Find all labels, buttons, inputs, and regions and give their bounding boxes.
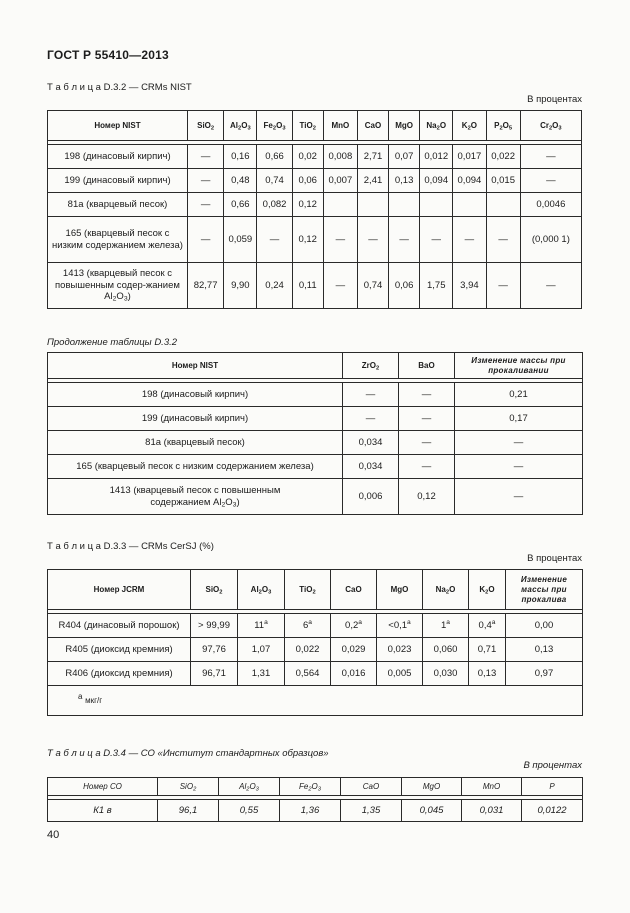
cell: — xyxy=(187,145,223,169)
cell: — xyxy=(453,217,486,263)
cell: 0,55 xyxy=(219,800,280,822)
cell: 199 (динасовый кирпич) xyxy=(48,169,188,193)
table-row xyxy=(48,800,583,822)
cell: 97,76 xyxy=(191,638,238,662)
cell: — xyxy=(399,407,455,431)
col-jcrm: Номер JCRM xyxy=(48,570,191,610)
table-d34 xyxy=(47,777,583,822)
cell: 0,66 xyxy=(257,145,292,169)
col-na2o: $Na_2O$ xyxy=(423,570,469,610)
cell: 0,16 xyxy=(224,145,257,169)
col-tio2: TiO$_2$ xyxy=(292,111,323,141)
cell: — xyxy=(357,217,388,263)
table-row xyxy=(48,614,583,638)
cell: 0,07 xyxy=(389,145,420,169)
col-k2o: $K_2O$ xyxy=(469,570,506,610)
table-row xyxy=(48,169,582,193)
cell xyxy=(453,193,486,217)
cell: 9,90 xyxy=(224,263,257,309)
cell: 3,94 xyxy=(453,263,486,309)
col-sio2: SiO$_2$ xyxy=(158,778,219,796)
cell: — xyxy=(399,383,455,407)
cell: R406 (диоксид кремния) xyxy=(48,662,191,686)
col-p2o5: $P_2O_5$ xyxy=(486,111,520,141)
table-row xyxy=(48,145,582,169)
col-al2o3: $Al_2O_3$ xyxy=(219,778,280,796)
table-row xyxy=(48,383,583,407)
cell: К1 в xyxy=(48,800,158,822)
cell: 198 (динасовый кирпич) xyxy=(48,145,188,169)
cell: 0,00 xyxy=(506,614,583,638)
cell: — xyxy=(399,431,455,455)
col-na2o: $Na_2O$ xyxy=(420,111,453,141)
footnote-row xyxy=(48,686,583,716)
table-d32-cont-caption: Продолжение таблицы D.3.2 xyxy=(47,337,178,348)
cell: R405 (диоксид кремния) xyxy=(48,638,191,662)
cell: (0,000 1) xyxy=(520,217,581,263)
col-sio2: SiO$_2$ xyxy=(187,111,223,141)
col-sio2: SiO$_2$ xyxy=(191,570,238,610)
cell: 0,97 xyxy=(506,662,583,686)
cell: 0,007 xyxy=(323,169,357,193)
col-mass-change: Изменение массы при прокаливании xyxy=(455,353,583,379)
col-al2o3: $Al_2O_3$ xyxy=(224,111,257,141)
cell xyxy=(486,193,520,217)
cell: — xyxy=(343,383,399,407)
cell: 0,034 xyxy=(343,431,399,455)
table-row xyxy=(48,431,583,455)
cell: 0,022 xyxy=(285,638,331,662)
standard-number: ГОСТ Р 55410—2013 xyxy=(47,48,169,62)
table-d34-unit: В процентах xyxy=(523,760,582,771)
col-cao: CaO xyxy=(341,778,402,796)
cell: — xyxy=(257,217,292,263)
table-d34-caption: Т а б л и ц а D.3.4 — СО «Институт стандартных образцов» xyxy=(47,748,329,759)
cell: 198 (динасовый кирпич) xyxy=(48,383,343,407)
col-mno: MnO xyxy=(462,778,522,796)
cell: — xyxy=(187,193,223,217)
cell: 0,059 xyxy=(224,217,257,263)
table-row xyxy=(48,193,582,217)
cell: 0,017 xyxy=(453,145,486,169)
cell: 0,71 xyxy=(469,638,506,662)
cell: 165 (кварцевый песок с низким содержанием железа) xyxy=(48,455,343,479)
cell: 96,71 xyxy=(191,662,238,686)
cell: 0,06 xyxy=(389,263,420,309)
cell: 2,71 xyxy=(357,145,388,169)
cell: 0,094 xyxy=(453,169,486,193)
cell: 81a (кварцевый песок) xyxy=(48,431,343,455)
table-row xyxy=(48,638,583,662)
table-row xyxy=(48,407,583,431)
table-d33 xyxy=(47,569,583,716)
cell: 0,031 xyxy=(462,800,522,822)
cell: 0,016 xyxy=(331,662,377,686)
cell: 0,66 xyxy=(224,193,257,217)
table-row xyxy=(48,455,583,479)
cell: — xyxy=(420,217,453,263)
cell: 0,082 xyxy=(257,193,292,217)
cell: — xyxy=(187,169,223,193)
cell: 199 (динасовый кирпич) xyxy=(48,407,343,431)
cell xyxy=(389,193,420,217)
cell: 0,48 xyxy=(224,169,257,193)
cell: 1,36 xyxy=(280,800,341,822)
cell: 165 (кварцевый песок с низким содержанием железа) xyxy=(48,217,188,263)
col-k2o: $K_2O$ xyxy=(453,111,486,141)
cell: 0,74 xyxy=(257,169,292,193)
cell: — xyxy=(520,145,581,169)
cell: 0,02 xyxy=(292,145,323,169)
cell: 0,4$^a$ xyxy=(469,614,506,638)
table-d33-caption: Т а б л и ц а D.3.3 — CRMs CerSJ (%) xyxy=(47,541,214,552)
col-co-number: Номер СО xyxy=(48,778,158,796)
col-cao: CaO xyxy=(331,570,377,610)
table-d32-caption: Т а б л и ц а D.3.2 — CRMs NIST xyxy=(47,82,192,93)
col-mass-change: Изменение массы при прокалива xyxy=(506,570,583,610)
cell: — xyxy=(455,431,583,455)
cell: 81a (кварцевый песок) xyxy=(48,193,188,217)
footnote: $^а$ мкг/г xyxy=(48,686,583,716)
cell: 96,1 xyxy=(158,800,219,822)
col-fe2o3: $Fe_2O_3$ xyxy=(280,778,341,796)
col-bao: BaO xyxy=(399,353,455,379)
cell: 0,13 xyxy=(389,169,420,193)
cell: — xyxy=(520,263,581,309)
col-al2o3: $Al_2O_3$ xyxy=(238,570,285,610)
col-mno: MnO xyxy=(323,111,357,141)
cell: 0,005 xyxy=(377,662,423,686)
cell: 1413 (кварцевый песок с повышенным содержанием $Al_2O_3$) xyxy=(48,479,343,515)
table-row xyxy=(48,263,582,309)
cell: 0,17 xyxy=(455,407,583,431)
cell: 0,12 xyxy=(292,217,323,263)
cell: 6$^a$ xyxy=(285,614,331,638)
cell: 0,24 xyxy=(257,263,292,309)
cell: 0,06 xyxy=(292,169,323,193)
table-d32-unit: В процентах xyxy=(527,94,582,105)
cell: 0,13 xyxy=(506,638,583,662)
cell: 0,060 xyxy=(423,638,469,662)
cell: 0,564 xyxy=(285,662,331,686)
cell: — xyxy=(389,217,420,263)
cell: 0,012 xyxy=(420,145,453,169)
cell: — xyxy=(187,217,223,263)
col-zro2: ZrO$_2$ xyxy=(343,353,399,379)
cell: 0,029 xyxy=(331,638,377,662)
cell: <0,1$^a$ xyxy=(377,614,423,638)
cell: R404 (динасовый порошок) xyxy=(48,614,191,638)
cell: — xyxy=(323,263,357,309)
cell: 0,034 xyxy=(343,455,399,479)
cell: — xyxy=(486,263,520,309)
cell: 0,21 xyxy=(455,383,583,407)
cell: 11$^a$ xyxy=(238,614,285,638)
cell: — xyxy=(486,217,520,263)
cell: 0,0046 xyxy=(520,193,581,217)
cell: 0,12 xyxy=(399,479,455,515)
table-d32-cont xyxy=(47,352,583,515)
cell: 0,11 xyxy=(292,263,323,309)
cell: 1413 (кварцевый песок с повышенным содер-жанием $Al_2O_3$) xyxy=(48,263,188,309)
cell: 1$^a$ xyxy=(423,614,469,638)
col-mgo: MgO xyxy=(389,111,420,141)
col-fe2o3: $Fe_2O_3$ xyxy=(257,111,292,141)
cell: — xyxy=(399,455,455,479)
cell: 82,77 xyxy=(187,263,223,309)
cell: — xyxy=(455,479,583,515)
cell: — xyxy=(455,455,583,479)
col-mgo: MgO xyxy=(377,570,423,610)
cell: 0,13 xyxy=(469,662,506,686)
cell: 0,094 xyxy=(420,169,453,193)
col-nist: Номер NIST xyxy=(48,353,343,379)
table-d33-unit: В процентах xyxy=(527,553,582,564)
cell: 0,022 xyxy=(486,145,520,169)
cell: 0,12 xyxy=(292,193,323,217)
table-row xyxy=(48,217,582,263)
page-number: 40 xyxy=(47,829,60,841)
col-mgo: MgO xyxy=(402,778,462,796)
cell xyxy=(420,193,453,217)
cell: 0,030 xyxy=(423,662,469,686)
cell: 2,41 xyxy=(357,169,388,193)
table-d32 xyxy=(47,110,582,309)
cell: — xyxy=(323,217,357,263)
cell xyxy=(357,193,388,217)
cell: 1,75 xyxy=(420,263,453,309)
cell: 1,31 xyxy=(238,662,285,686)
cell: 0,008 xyxy=(323,145,357,169)
cell xyxy=(323,193,357,217)
col-cr2o3: $Cr_2O_3$ xyxy=(520,111,581,141)
col-cao: CaO xyxy=(357,111,388,141)
cell: 0,2$^a$ xyxy=(331,614,377,638)
table-row xyxy=(48,479,583,515)
cell: > 99,99 xyxy=(191,614,238,638)
col-p: P xyxy=(522,778,583,796)
cell: — xyxy=(520,169,581,193)
cell: 0,015 xyxy=(486,169,520,193)
cell: 1,35 xyxy=(341,800,402,822)
cell: 0,023 xyxy=(377,638,423,662)
cell: 0,74 xyxy=(357,263,388,309)
cell: 1,07 xyxy=(238,638,285,662)
cell: 0,0122 xyxy=(522,800,583,822)
col-tio2: TiO$_2$ xyxy=(285,570,331,610)
cell: — xyxy=(343,407,399,431)
cell: 0,045 xyxy=(402,800,462,822)
cell: 0,006 xyxy=(343,479,399,515)
col-nist: Номер NIST xyxy=(48,111,188,141)
table-row xyxy=(48,662,583,686)
